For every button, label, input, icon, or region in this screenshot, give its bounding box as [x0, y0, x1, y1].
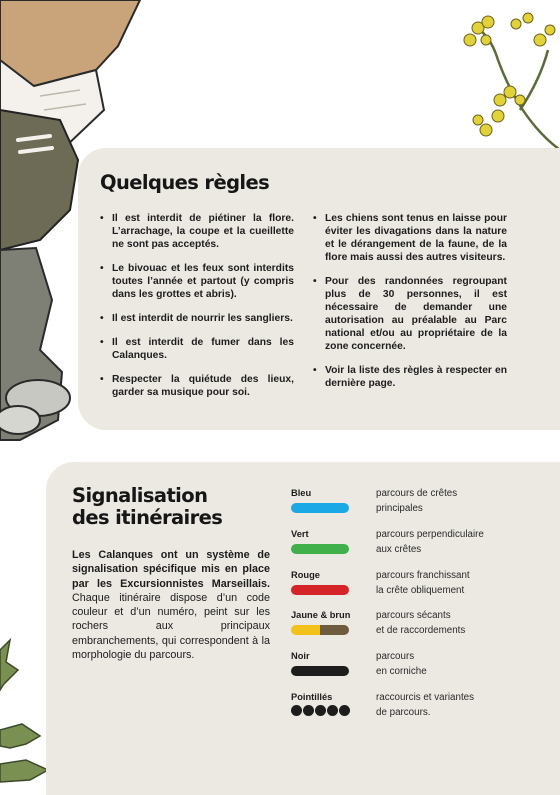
legend-desc-line2: aux crêtes [376, 543, 422, 555]
legend-desc-line2: et de raccordements [376, 624, 466, 636]
signage-title [72, 485, 222, 529]
legend-desc-line2: principales [376, 502, 423, 514]
legend-name: Jaune & brun [291, 610, 351, 620]
legend-row-noir [291, 651, 521, 685]
signage-intro-bold: Les Calanques ont un système de signalisation spécifique mis en place par les Excursionnistes Marseillais. [72, 549, 270, 590]
rules-title: Quelques règles [100, 171, 270, 194]
legend-desc-line2: la crête obliquement [376, 584, 465, 596]
legend-desc-line1: parcours de crêtes [376, 488, 458, 499]
yellow-brown-swatch [291, 625, 349, 635]
signage-intro-rest: Chaque itinéraire dispose d’un code couleur et d’un numéro, peint sur les rochers aux principaux embranchements, qui correspondent à la morphologie du parcours. [72, 591, 270, 662]
legend-name: Vert [291, 529, 309, 539]
rules-list-right [313, 212, 507, 401]
dot [315, 705, 326, 716]
legend-name: Noir [291, 651, 310, 661]
red-swatch [291, 585, 349, 595]
legend-desc-line2: en corniche [376, 665, 427, 677]
legend-name: Bleu [291, 488, 312, 498]
signage-title-line2: des itinéraires [72, 506, 223, 529]
legend-row-rouge [291, 570, 521, 604]
legend-name: Rouge [291, 570, 320, 580]
rule-item: • Le bivouac et les feux sont interdits toutes l’année et partout (y compris dans les grottes et abris). [100, 262, 294, 301]
dot [303, 705, 314, 716]
dot [327, 705, 338, 716]
signage-title-line1: Signalisation [72, 484, 208, 507]
legend-desc-line1: parcours perpendiculaire [376, 529, 484, 540]
rules-list-left [100, 212, 294, 410]
legend-name: Pointillés [291, 692, 333, 702]
signage-intro [72, 548, 270, 662]
legend-desc [376, 569, 516, 599]
legend-row-vert [291, 529, 521, 563]
legend-desc [376, 528, 516, 558]
blue-swatch [291, 503, 349, 513]
green-swatch [291, 544, 349, 554]
rule-item: • Respecter la quiétude des lieux, garder sa musique pour soi. [100, 373, 294, 399]
legend-row-jaune-brun [291, 610, 521, 644]
holly-leaves [0, 640, 48, 782]
legend-desc [376, 487, 516, 517]
dot [291, 705, 302, 716]
legend-desc-line1: parcours [376, 651, 415, 662]
rule-item: • Il est interdit de piétiner la flore. L’arrachage, la coupe et la cueillette ne sont pas acceptés. [100, 212, 294, 251]
dot [339, 705, 350, 716]
legend-row-bleu [291, 488, 521, 522]
legend-desc-line1: raccourcis et variantes [376, 692, 475, 703]
rule-item: • Les chiens sont tenus en laisse pour éviter les divagations dans la nature et le dérangement de la faune, de la flore mais aussi des autres visiteurs. [313, 212, 507, 264]
legend-desc-line1: parcours franchissant [376, 570, 470, 581]
legend-desc [376, 691, 516, 721]
legend-desc [376, 650, 516, 680]
rule-item: • Pour des randonnées regroupant plus de 30 personnes, il est nécessaire de demander une autorisation au préalable au Parc national et/ou au propriétaire de la zone concernée. [313, 275, 507, 353]
rule-item: • Voir la liste des règles à respecter en dernière page. [313, 364, 507, 390]
black-swatch [291, 666, 349, 676]
legend-desc [376, 609, 516, 639]
rule-item: • Il est interdit de fumer dans les Calanques. [100, 336, 294, 362]
trouser-leg [0, 0, 140, 86]
dotted-swatch [291, 705, 350, 717]
legend-row-pointilles [291, 692, 521, 726]
legend-desc-line2: de parcours. [376, 706, 431, 718]
legend-desc-line1: parcours sécants [376, 610, 451, 621]
rule-item: • Il est interdit de nourrir les sangliers. [100, 312, 294, 325]
